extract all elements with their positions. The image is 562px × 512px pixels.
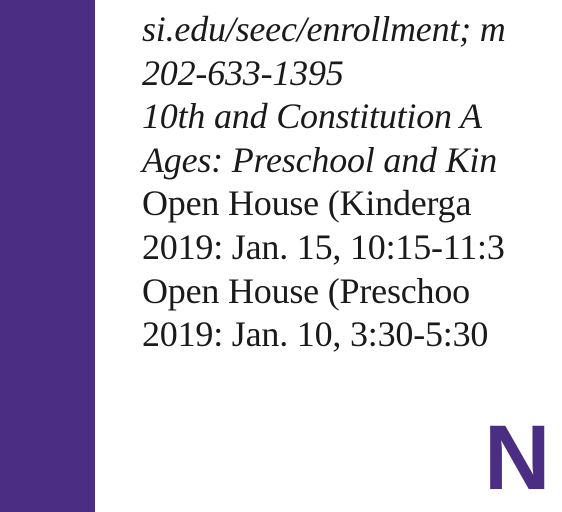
purple-sidebar-bar bbox=[0, 0, 95, 512]
open-house-preschool-date: 2019: Jan. 10, 3:30-5:30 bbox=[142, 314, 489, 355]
open-house-kindergarten-date: 2019: Jan. 15, 10:15-11:3 bbox=[142, 226, 505, 267]
ages-info: Ages: Preschool and Kin bbox=[142, 139, 498, 180]
address: 10th and Constitution A bbox=[142, 96, 482, 137]
next-heading-fragment: N bbox=[484, 407, 551, 509]
open-house-kindergarten-label: Open House (Kinderga bbox=[142, 183, 472, 224]
open-house-preschool-label: Open House (Preschoo bbox=[142, 270, 470, 311]
phone-number: 202-633-1395 bbox=[142, 52, 344, 93]
school-listing bbox=[142, 8, 562, 357]
website-link[interactable]: si.edu/seec/enrollment; m bbox=[142, 9, 506, 49]
